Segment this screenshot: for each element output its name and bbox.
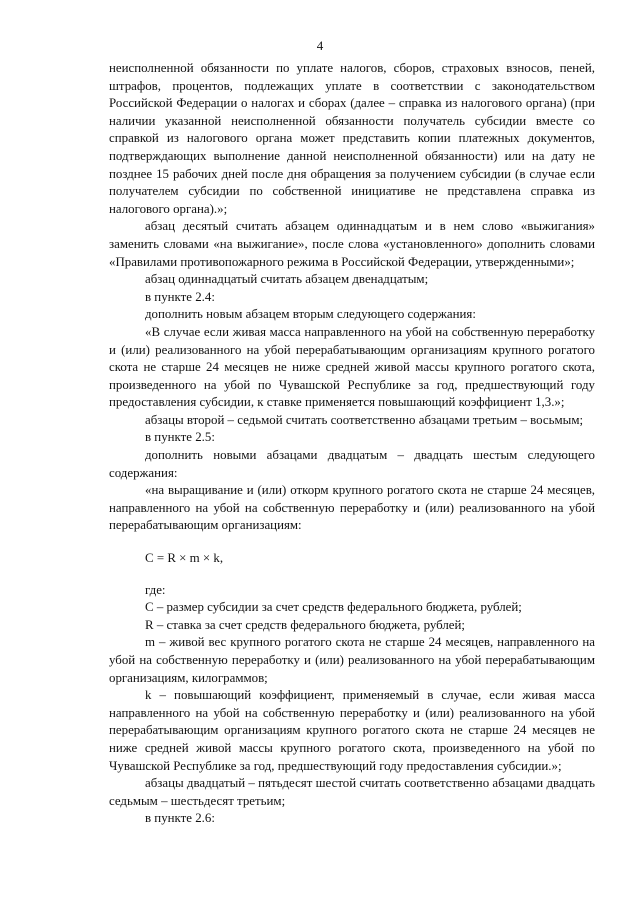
- paragraph-renumber-twentieth: абзацы двадцатый – пятьдесят шестой считать соответственно абзацами двадцать седьмым – шестьдесят третьим;: [109, 776, 595, 808]
- paragraph-cattle-fattening: «на выращивание и (или) откорм крупного рогатого скота не старше 24 месяцев, направленного на убой на собственную переработку и (или) реализованного на убой перерабатывающим организациям:: [109, 483, 595, 533]
- paragraph-live-weight-coefficient: «В случае если живая масса направленного на убой на собственную переработку и (или) реализованного на убой перерабатывающим организациям крупного рогатого скота не старше 24 месяцев не ниже средней живой массы крупного рогатого скота, произведенного на убой по Чувашской Республике за год, предшествующий году предоставления субсидии, к ставке применяется повышающий коэффициент 1,3.»;: [109, 324, 595, 410]
- paragraph-tenth-clause: абзац десятый считать абзацем одиннадцатым и в нем слово «выжигания» заменить словами «на выжигание», после слова «установленного» дополнить словами «Правилами противопожарного режима в Российской Федерации, утвержденными»;: [109, 219, 595, 269]
- formula-definition-c: C – размер субсидии за счет средств федерального бюджета, рублей;: [145, 600, 522, 615]
- paragraph-add-new-clauses: дополнить новыми абзацами двадцатым – двадцать шестым следующего содержания:: [109, 448, 595, 480]
- subsidy-formula: C = R × m × k,: [145, 551, 224, 566]
- formula-definition-r: R – ставка за счет средств федерального бюджета, рублей;: [145, 617, 466, 632]
- paragraph-renumber-clauses: абзацы второй – седьмой считать соответственно абзацами третьим – восьмым;: [145, 412, 584, 427]
- formula-definition-m: m – живой вес крупного рогатого скота не старше 24 месяцев, направленного на убой на собственную переработку и (или) реализованного на убой перерабатывающим организациям, килограммов;: [109, 635, 595, 685]
- paragraph-point-2-5: в пункте 2.5:: [145, 430, 215, 445]
- paragraph-point-2-6: в пункте 2.6:: [145, 811, 215, 826]
- document-body: [109, 60, 595, 828]
- paragraph-point-2-4: в пункте 2.4:: [145, 289, 215, 304]
- paragraph-add-second-clause: дополнить новым абзацем вторым следующего содержания:: [145, 307, 476, 322]
- paragraph-tax-certificate-end: неисполненной обязанности по уплате налогов, сборов, страховых взносов, пеней, штрафов, процентов, подлежащих уплате в соответствии с законодательством Российской Федерации о налогах и сборах (далее – справка из налогового органа) (при наличии указанной неисполненной обязанности получатель субсидии вместе со справкой из налогового органа может представить копии платежных документов, подтверждающих выполнение данной неисполненной обязанности) или на дату не позднее 15 рабочих дней после дня обращения за получением субсидии (в случае если получателем субсидии по собственной инициативе не представлена справка из налогового органа).»;: [109, 61, 595, 216]
- formula-where-label: где:: [145, 582, 166, 597]
- formula-definition-k: k – повышающий коэффициент, применяемый в случае, если живая масса направленного на убой на собственную переработку и (или) реализованного на убой перерабатывающим организациям крупного рогатого скота не старше 24 месяцев не ниже средней живой массы крупного рогатого скота, произведенного на убой по Чувашской Республике за год, предшествующий году предоставления субсидии.»;: [109, 688, 595, 773]
- page-number: 4: [316, 38, 324, 53]
- paragraph-eleventh-clause: абзац одиннадцатый считать абзацем двенадцатым;: [145, 272, 429, 287]
